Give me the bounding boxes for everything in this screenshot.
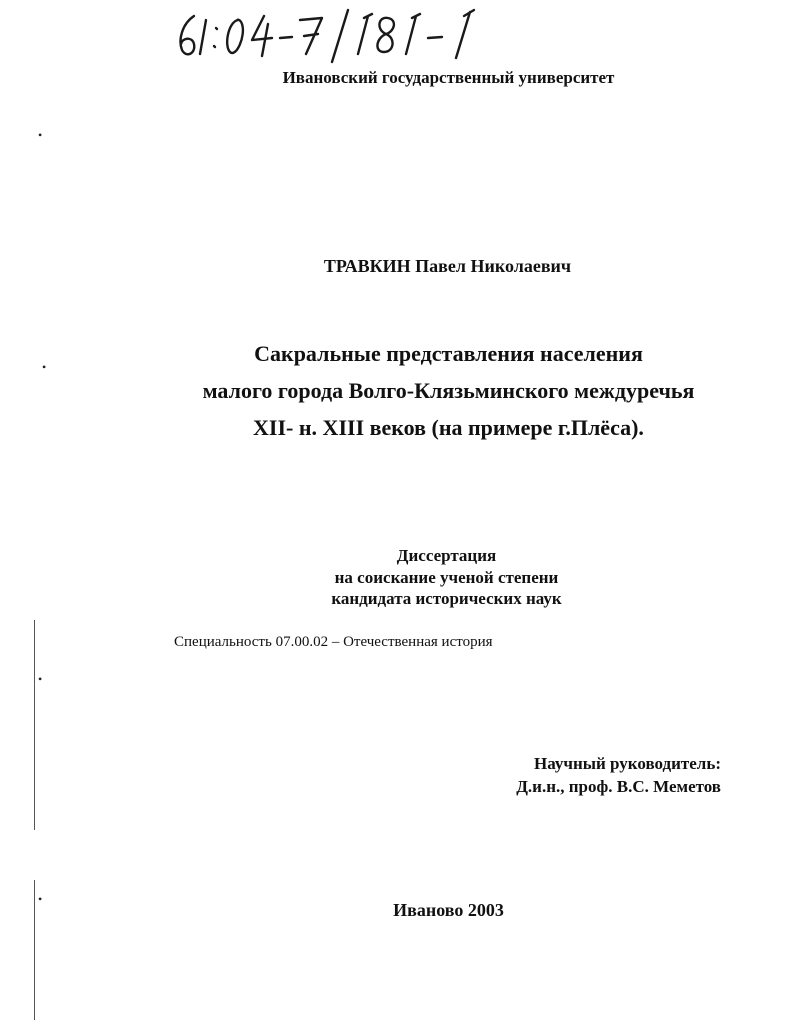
thesis-degree-line: на соискание ученой степени [334, 568, 559, 587]
city-year: Иваново 2003 [393, 900, 504, 920]
scan-speck: • [42, 360, 47, 374]
scan-speck: • [38, 128, 43, 142]
handwritten-archive-code [172, 6, 502, 66]
supervisor-label: Научный руководитель: [534, 754, 721, 773]
author-name: ТРАВКИН Павел Николаевич [323, 256, 572, 276]
scan-speck: • [38, 892, 43, 906]
scan-speck: • [38, 672, 43, 686]
dissertation-title-line-1: Сакральные представления населения [254, 341, 643, 366]
handwriting-drawing [172, 6, 502, 66]
dissertation-title-line-3: XII- н. XIII веков (на примере г.Плёса). [253, 415, 644, 440]
university-name: Ивановский государственный университет [282, 68, 615, 87]
scan-margin-line-lower [34, 880, 35, 1020]
thesis-field-line: кандидата исторических наук [331, 589, 562, 608]
thesis-type: Диссертация [396, 546, 497, 565]
specialty-line: Специальность 07.00.02 – Отечественная история [174, 634, 493, 650]
scan-margin-line [34, 620, 35, 830]
dissertation-title-line-2: малого города Волго-Клязьминского междуречья [202, 378, 695, 403]
supervisor-name: Д.и.н., проф. В.С. Меметов [516, 777, 721, 796]
